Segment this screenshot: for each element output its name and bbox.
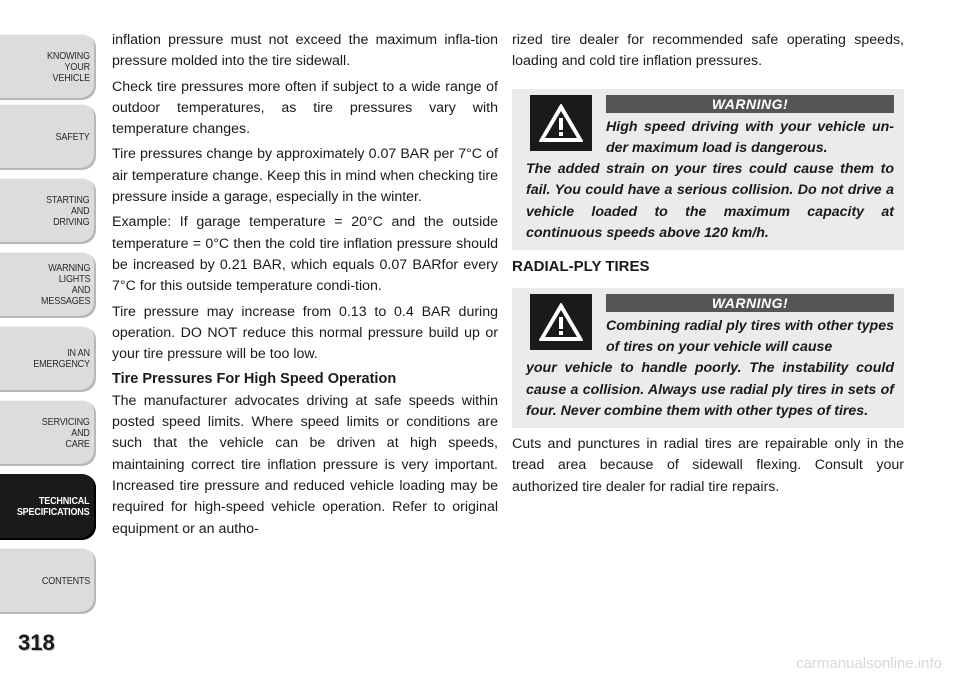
tab-contents[interactable] bbox=[0, 548, 96, 614]
warning-box bbox=[512, 89, 904, 251]
right-column bbox=[512, 30, 904, 502]
paragraph: The manufacturer advocates driving at safe speeds within posted speed limits. Where speed limits or conditions are such that the vehicle can be driven at high speeds, maintaining correct tire inflation pressure is very important. Increased tire pressure and reduced vehicle loading may be required for high-speed vehicle operation. Refer to original equipment or an autho- bbox=[112, 392, 498, 537]
tab-label: SAFETY bbox=[55, 130, 90, 143]
paragraph: Tire pressure may increase from 0.13 to 0.4 BAR during operation. DO NOT reduce this normal pressure build up or your tire pressure will be too low. bbox=[112, 303, 498, 363]
tab-label: CONTENTS bbox=[41, 574, 90, 587]
paragraph: Cuts and punctures in radial tires are repairable only in the tread area because of sidewall flexing. Consult your authorized tire dealer for radial tire repairs. bbox=[512, 436, 904, 495]
tab-label: WARNING LIGHTS AND MESSAGES bbox=[40, 262, 90, 307]
warning-lead: Combining radial ply tires with other types of tires on your vehicle will cause bbox=[606, 317, 894, 355]
warning-triangle-icon bbox=[530, 294, 592, 350]
paragraph: Tire pressures change by approximately 0.07 BAR per 7°C of air temperature change. Keep this in mind when checking tire pressure inside a garage, especially in the winter. bbox=[112, 146, 498, 206]
tab-label: IN AN EMERGENCY bbox=[33, 347, 90, 370]
paragraph: Check tire pressures more often if subject to a wide range of outdoor temperatures, as tire pressures vary with temperature changes. bbox=[112, 78, 498, 138]
chapter-sidebar bbox=[0, 0, 98, 640]
warning-rest: The added strain on your tires could cause them to fail. You could have a serious collision. Do not drive a vehicle loaded to the maximum capacity at continuous speeds above 120 km/h. bbox=[526, 161, 894, 242]
warning-triangle-icon bbox=[530, 95, 592, 151]
tab-warning-lights-and-messages[interactable] bbox=[0, 252, 96, 318]
paragraph: inflation pressure must not exceed the maximum infla-tion pressure molded into the tire sidewall. bbox=[112, 32, 498, 70]
paragraph: rized tire dealer for recommended safe operating speeds, loading and cold tire inflation pressures. bbox=[512, 32, 904, 70]
tab-starting-and-driving[interactable] bbox=[0, 178, 96, 244]
warning-lead: High speed driving with your vehicle un-der maximum load is dangerous. bbox=[606, 118, 894, 156]
tab-label: TECHNICAL SPECIFICATIONS bbox=[17, 495, 90, 518]
tab-servicing-and-care[interactable] bbox=[0, 400, 96, 466]
tab-knowing-your-vehicle[interactable] bbox=[0, 34, 96, 100]
tab-label: STARTING AND DRIVING bbox=[46, 193, 90, 228]
left-column bbox=[112, 30, 498, 544]
paragraph: Example: If garage temperature = 20°C and the outside temperature = 0°C then the cold tire inflation pressure should be increased by 0.21 BAR, which equals 0.07 BARfor every 7°C for this outside temperature condi-tion. bbox=[112, 214, 498, 295]
warning-title: WARNING! bbox=[606, 294, 894, 312]
section-heading: Tire Pressures For High Speed Operation bbox=[112, 371, 397, 388]
tab-technical-specifications[interactable] bbox=[0, 474, 96, 540]
tab-in-an-emergency[interactable] bbox=[0, 326, 96, 392]
warning-rest: your vehicle to handle poorly. The instability could cause a collision. Always use radial ply tires in sets of four. Never combine them with other types of tires. bbox=[526, 360, 894, 419]
tab-label: KNOWING YOUR VEHICLE bbox=[47, 49, 90, 84]
warning-box bbox=[512, 288, 904, 428]
warning-title: WARNING! bbox=[606, 95, 894, 113]
watermark: carmanualsonline.info bbox=[796, 655, 942, 672]
section-heading: RADIAL-PLY TIRES bbox=[512, 258, 650, 276]
page-number: 318 bbox=[18, 630, 55, 655]
tab-safety[interactable] bbox=[0, 104, 96, 170]
tab-label: SERVICING AND CARE bbox=[42, 415, 90, 450]
